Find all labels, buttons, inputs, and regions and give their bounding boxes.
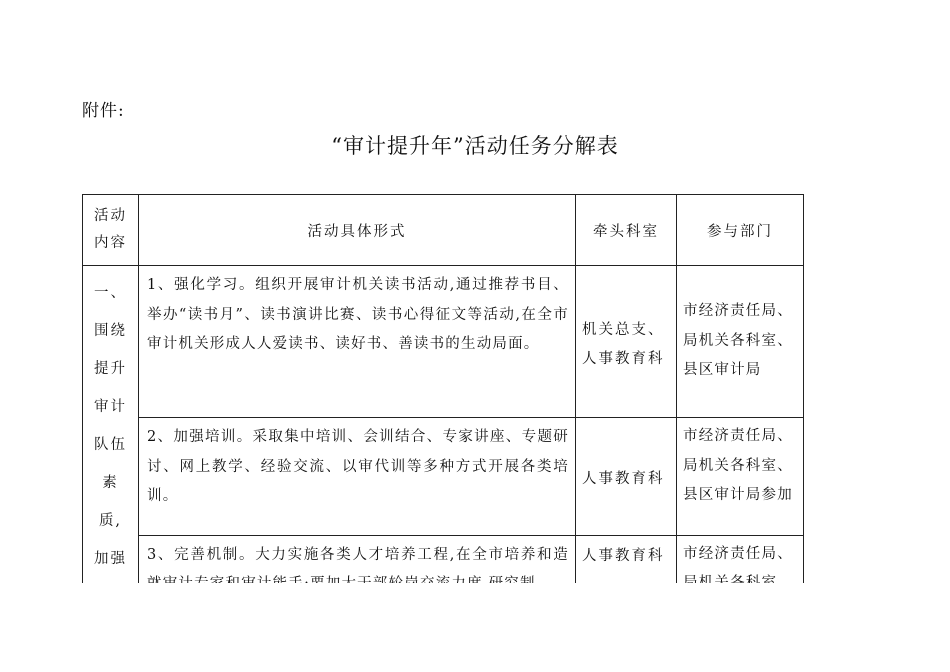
- task-breakdown-table: [82, 194, 804, 617]
- activity-line: 审计: [94, 399, 127, 415]
- activity-line: 队伍: [94, 437, 127, 453]
- activity-line: 围绕: [94, 323, 127, 339]
- document-title: “审计提升年”活动任务分解表: [331, 134, 619, 158]
- activity-line: 加强: [94, 551, 127, 567]
- activity-line: 质,: [98, 513, 123, 529]
- participants-cell: 市经济责任局、局机关各科室、县区审计局参加: [677, 418, 804, 536]
- activity-form-cell: 1、强化学习。组织开展审计机关读书活动,通过推荐书目、举办“读书月”、读书演讲比赛、读书心得征文等活动,在全市审计机关形成人人爱读书、读好书、善读书的生动局面。: [139, 266, 576, 418]
- table-header-row: [83, 195, 804, 266]
- activity-form-cell: 2、加强培训。采取集中培训、会训结合、专家讲座、专题研讨、网上教学、经验交流、以审代训等多种方式开展各类培训。: [139, 418, 576, 536]
- lead-office-cell: 人事教育科: [576, 418, 677, 536]
- table-row: [83, 418, 804, 536]
- activity-content-cell: [83, 266, 139, 617]
- header-lead-office: 牵头科室: [576, 195, 677, 266]
- header-activity-line: 内容: [94, 235, 127, 251]
- header-activity-content: [83, 195, 139, 266]
- page-bottom-margin: [0, 583, 950, 672]
- participants-cell: 市经济责任局、: [677, 535, 804, 616]
- activity-line: 提升: [94, 361, 127, 377]
- table-row: [83, 266, 804, 418]
- lead-office-cell: 机关总支、人事教育科: [576, 266, 677, 418]
- activity-line: 素: [102, 475, 119, 491]
- activity-form-cell: 3、完善机制。大力实施各类人才培养工程,在全市培养和造: [139, 535, 576, 616]
- attachment-label: 附件:: [82, 101, 125, 121]
- lead-office-cell: 人事教育科: [576, 535, 677, 616]
- header-activity-form: 活动具体形式: [139, 195, 576, 266]
- header-participating-departments: 参与部门: [677, 195, 804, 266]
- participants-cell: 市经济责任局、局机关各科室、县区审计局: [677, 266, 804, 418]
- activity-line: 一、: [94, 285, 127, 301]
- header-activity-line: 活动: [94, 208, 127, 224]
